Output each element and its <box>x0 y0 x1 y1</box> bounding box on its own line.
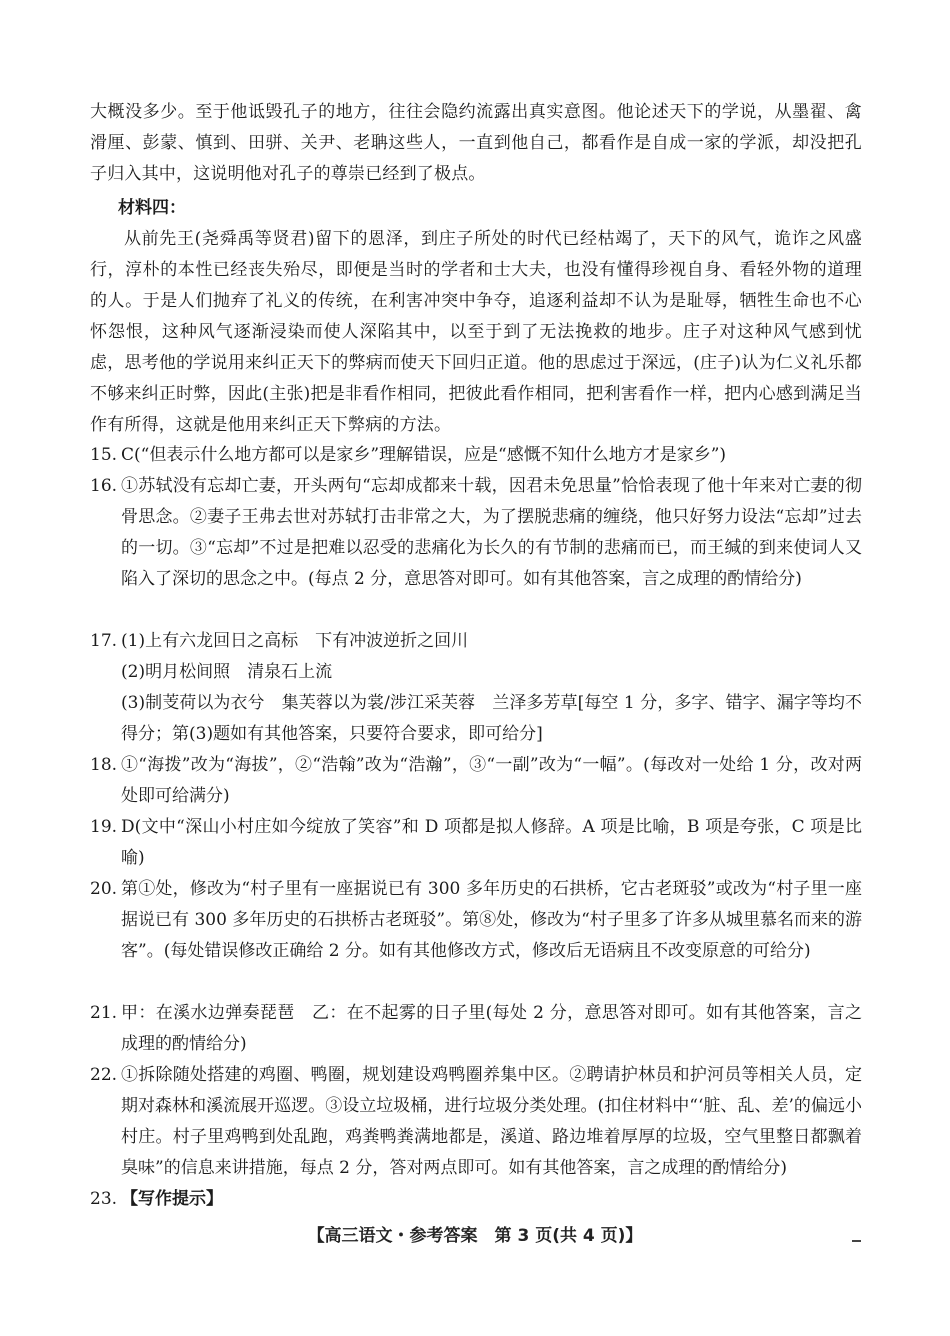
answer-21 <box>90 998 862 1060</box>
answer-17 <box>90 626 862 750</box>
answer-number: 16. <box>90 476 118 496</box>
material3-continuation: 大概没多少。至于他诋毁孔子的地方，往往会隐约流露出真实意图。他论述天下的学说，从墨翟、禽滑厘、彭蒙、慎到、田骈、关尹、老聃这些人，一直到他自己，都看作是自成一家的学派，却没把孔子归入其中，这说明他对孔子的尊崇已经到了极点。 <box>90 102 862 184</box>
answer-number: 22. <box>90 1065 118 1085</box>
answer-text: 甲：在溪水边弹奏琵琶 乙：在不起雾的日子里(每处 2 分，意思答对即可。如有其他答案，言之成理的酌情给分) <box>121 1003 862 1054</box>
answer-number: 17. <box>90 631 118 651</box>
answer-16 <box>90 471 862 595</box>
answer-23 <box>90 1184 862 1215</box>
answer-22 <box>90 1060 862 1184</box>
answer-number: 23. <box>90 1189 118 1209</box>
material4-paragraph: 从前先王(尧舜禹等贤君)留下的恩泽，到庄子所处的时代已经枯竭了，天下的风气，诡诈之风盛行，淳朴的本性已经丧失殆尽，即便是当时的学者和士大夫，也没有懂得珍视自身、看轻外物的道理的人。于是人们抛弃了礼义的传统，在利害冲突中争夺，追逐利益却不认为是耻辱，牺牲生命也不心怀怨恨，这种风气逐渐浸染而使人深陷其中，以至于到了无法挽救的地步。庄子对这种风气感到忧虑，思考他的学说用来纠正天下的弊病而使天下回归正道。他的思虑过于深远，(庄子)认为仁义礼乐都不够来纠正时弊，因此(主张)把是非看作相同，把彼此看作相同，把利害看作一样，把内心感到满足当作有所得，这就是他用来纠正天下弊病的方法。 <box>90 229 862 435</box>
answer-number: 20. <box>90 879 118 899</box>
answer-line: (3)制芰荷以为衣兮 集芙蓉以为裳/涉江采芙蓉 兰泽多芳草[每空 1 分，多字、错字、漏字等均不得分；第(3)题如有其他答案，只要符合要求，即可给分] <box>121 693 862 744</box>
answer-number: 21. <box>90 1003 118 1023</box>
answer-text: ①拆除随处搭建的鸡圈、鸭圈，规划建设鸡鸭圈养集中区。②聘请护林员和护河员等相关人员，定期对森林和溪流展开巡逻。③设立垃圾桶，进行垃圾分类处理。(扣住材料中“‘脏、乱、差’的偏远小村庄。村子里鸡鸭到处乱跑，鸡粪鸭粪满地都是，溪道、路边堆着厚厚的垃圾，空气里整日都飘着臭味”的信息来讲措施，每点 2 分，答对两点即可。如有其他答案，言之成理的酌情给分) <box>121 1065 862 1178</box>
answer-number: 19. <box>90 817 118 837</box>
answer-text: ①“海拨”改为“海拔”，②“浩翰”改为“浩瀚”，③“一副”改为“一幅”。(每改对一处给 1 分，改对两处即可给满分) <box>121 755 862 806</box>
footer-label: 【高三语文・参考答案 第 3 页(共 4 页)】 <box>307 1226 643 1246</box>
answer-number: 18. <box>90 755 118 775</box>
answer-line: (1)上有六龙回日之高标 下有冲波逆折之回川 <box>121 631 469 651</box>
answer-18 <box>90 750 862 812</box>
answer-19 <box>90 812 862 874</box>
answer-15 <box>90 440 862 471</box>
answer-text: 第①处，修改为“村子里有一座据说已有 300 多年历史的石拱桥，它古老斑驳”或改为“村子里一座据说已有 300 多年历史的石拱桥古老斑驳”。第⑧处，修改为“村子里多了许多从城里慕名而来的游客”。(每处错误修改正确给 2 分。如有其他修改方式，修改后无语病且不改变原意的可给分) <box>121 879 862 961</box>
answer-text: C(“但表示什么地方都可以是家乡”理解错误，应是“感慨不知什么地方才是家乡”) <box>121 445 727 465</box>
answer-line: (2)明月松间照 清泉石上流 <box>121 662 333 682</box>
answer-text: ①苏轼没有忘却亡妻，开头两句“忘却成都来十载，因君未免思量”恰恰表现了他十年来对亡妻的彻骨思念。②妻子王弗去世对苏轼打击非常之大，为了摆脱悲痛的缠绕，他只好努力设法“忘却”过去的一切。③“忘却”不过是把难以忍受的悲痛化为长久的有节制的悲痛而已，而王缄的到来使词人又陷入了深切的思念之中。(每点 2 分，意思答对即可。如有其他答案，言之成理的酌情给分) <box>121 476 862 589</box>
page-footer <box>0 1221 950 1246</box>
answer-20 <box>90 874 862 967</box>
page-edge-mark <box>852 1240 861 1242</box>
writing-hint-heading: 【写作提示】 <box>121 1189 223 1209</box>
material4-heading: 材料四： <box>118 198 186 218</box>
answer-text: D(文中“深山小村庄如今绽放了笑容”和 D 项都是拟人修辞。A 项是比喻，B 项是夸张，C 项是比喻) <box>121 817 862 868</box>
answer-number: 15. <box>90 445 118 465</box>
